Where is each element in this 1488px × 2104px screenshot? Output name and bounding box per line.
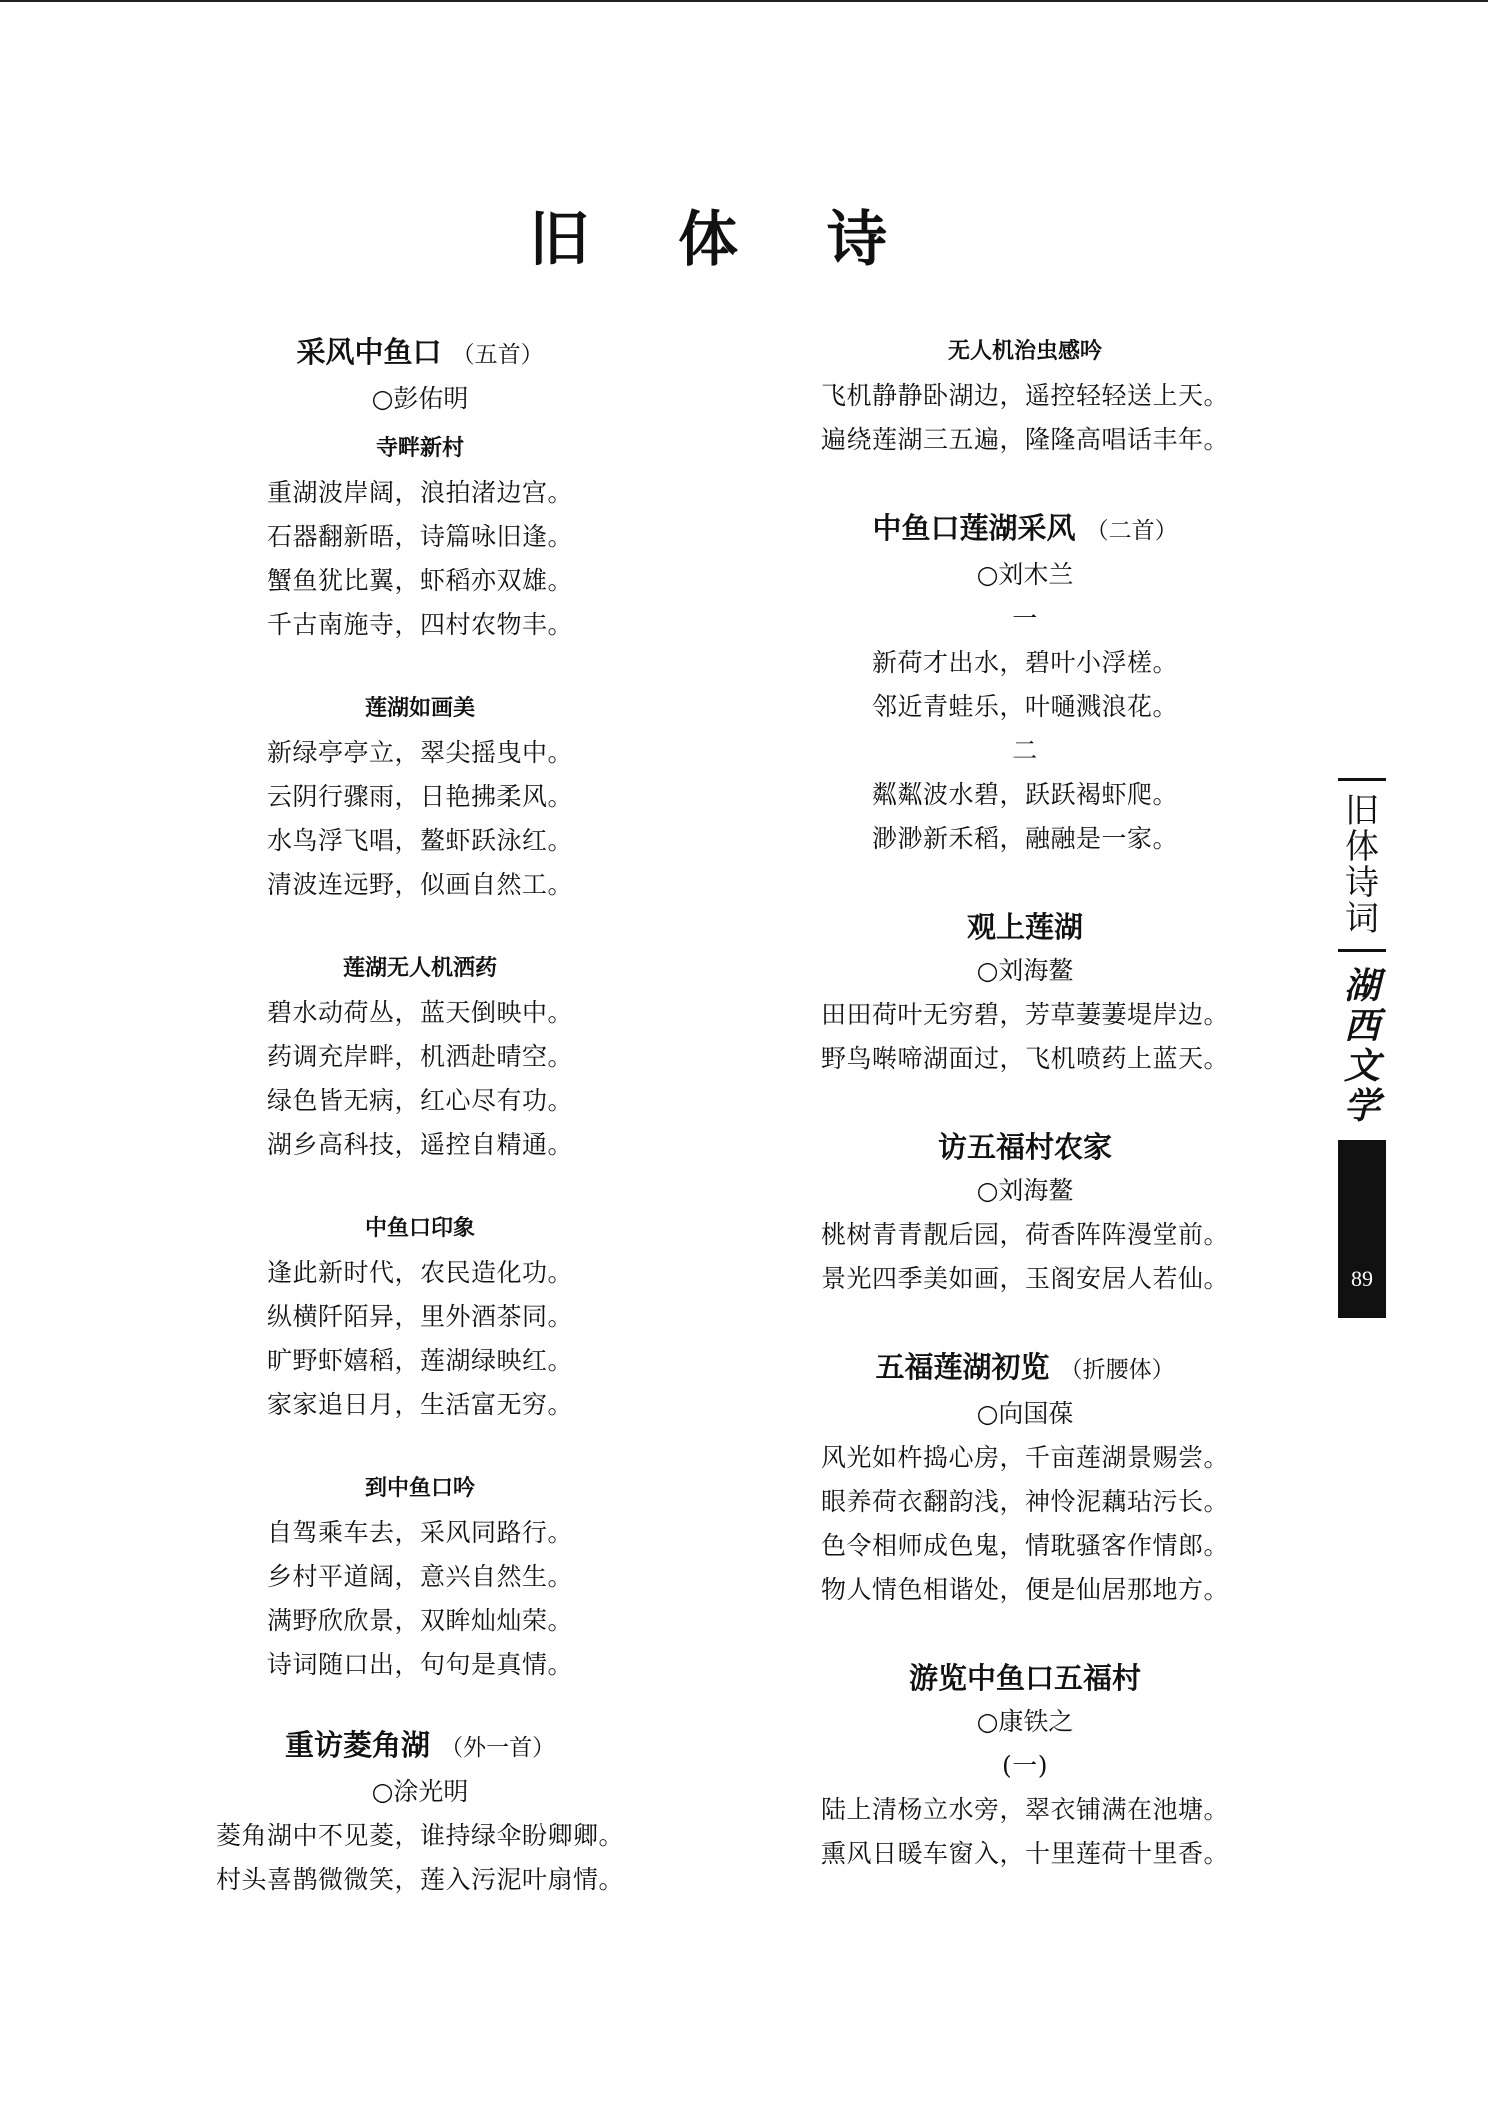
- poem-title-text: 五福莲湖初览: [875, 1350, 1050, 1384]
- poem-line: 村头喜鹊微微笑，莲入污泥叶扇情。: [215, 1865, 624, 1894]
- poem-drone-pest-control: [780, 330, 1270, 462]
- poem-title-note: （五首）: [451, 342, 544, 368]
- poem-line: 粼粼波水碧，跃跃褐虾爬。: [871, 780, 1178, 809]
- section-title: 中鱼口印象: [364, 1216, 475, 1241]
- poem-line: 清波连远野，似画自然工。: [266, 870, 573, 899]
- page-number: 89: [1351, 1266, 1373, 1291]
- poem-title-text: 重访菱角湖: [284, 1728, 430, 1762]
- poem-line: 重湖波岸阔，浪拍渚边宫。: [266, 478, 573, 507]
- poem-author: ○康铁之: [976, 1707, 1074, 1736]
- poem-title: [780, 1345, 1270, 1392]
- page-title: 旧 体 诗: [529, 205, 921, 275]
- poem-view-upper-lotus-lake: [780, 905, 1270, 1081]
- section-title: 莲湖如画美: [364, 696, 475, 721]
- poem-line: 纵横阡陌异，里外酒茶同。: [266, 1302, 573, 1331]
- poem-line: 药调充岸畔，机洒赴晴空。: [266, 1042, 573, 1071]
- right-column: [780, 330, 1270, 1876]
- poem-title-text: 中鱼口莲湖采风: [872, 511, 1076, 545]
- poem-author: ○刘木兰: [976, 560, 1074, 589]
- poem-line: 诗词随口出，句句是真情。: [266, 1650, 573, 1679]
- poem-title-note: （二首）: [1085, 518, 1178, 544]
- poem-line: 景光四季美如画，玉阁安居人若仙。: [820, 1264, 1229, 1293]
- poem-line: 熏风日暖车窗入，十里莲荷十里香。: [820, 1839, 1229, 1868]
- poem-title-text: 采风中鱼口: [296, 335, 442, 369]
- poem-caifeng-zhongyukou: [170, 330, 670, 1687]
- section-title: 莲湖无人机洒药: [342, 956, 497, 981]
- poem-title: [170, 330, 670, 377]
- poem-title: 观上莲湖: [966, 910, 1083, 944]
- poem-title-note: （折腰体）: [1059, 1357, 1175, 1383]
- poem-title: 访五福村农家: [937, 1130, 1112, 1164]
- poem-wufu-lotus-lake-first-view: [780, 1345, 1270, 1612]
- poem-line: 满野欣欣景，双眸灿灿荣。: [266, 1606, 573, 1635]
- poem-line: 风光如杵捣心房，千亩莲湖景赐尝。: [820, 1443, 1229, 1472]
- sidebar-rule: [1338, 778, 1386, 781]
- poem-line: 邻近青蛙乐，叶嗵溅浪花。: [871, 692, 1178, 721]
- poem-line: 菱角湖中不见菱，谁持绿伞盼卿卿。: [215, 1821, 624, 1850]
- section-sidebar: [1338, 778, 1386, 1318]
- poem-line: 陆上清杨立水旁，翠衣铺满在池塘。: [820, 1795, 1229, 1824]
- poem-line: 水鸟浮飞唱，鳌虾跃泳红。: [266, 826, 573, 855]
- part-number: 一: [1012, 604, 1038, 633]
- poem-line: 蟹鱼犹比翼，虾稻亦双雄。: [266, 566, 573, 595]
- poem-line: 湖乡高科技，遥控自精通。: [266, 1130, 573, 1159]
- poem-line: 物人情色相谐处，便是仙居那地方。: [820, 1575, 1229, 1604]
- poem-line: 绿色皆无病，红心尽有功。: [266, 1086, 573, 1115]
- poem-line: 云阴行骤雨，日艳拂柔风。: [266, 782, 573, 811]
- poem-line: 新绿亭亭立，翠尖摇曳中。: [266, 738, 573, 767]
- part-number: (一): [1001, 1751, 1048, 1780]
- sidebar-rule: [1338, 949, 1386, 952]
- poem-line: 飞机静静卧湖边，遥控轻轻送上天。: [820, 381, 1229, 410]
- top-border-rule: [0, 0, 1488, 2]
- poem-author: ○彭佑明: [371, 384, 469, 413]
- poem-line: 旷野虾嬉稻，莲湖绿映红。: [266, 1346, 573, 1375]
- page-number-block: [1338, 1140, 1386, 1318]
- poem-line: 逢此新时代，农民造化功。: [266, 1258, 573, 1287]
- sidebar-section-name: 旧体诗词: [1345, 791, 1379, 939]
- left-column: [170, 330, 670, 1902]
- poem-line: 渺渺新禾稻，融融是一家。: [871, 824, 1178, 853]
- poem-line: 家家追日月，生活富无穷。: [266, 1390, 573, 1419]
- poem-visit-wufu-village: [780, 1125, 1270, 1301]
- poem-revisit-lingjiao-lake: [170, 1723, 670, 1902]
- poem-line: 遍绕莲湖三五遍，隆隆高唱话丰年。: [820, 425, 1229, 454]
- poem-line: 新荷才出水，碧叶小浮槎。: [871, 648, 1178, 677]
- poem-line: 石器翻新晤，诗篇咏旧逢。: [266, 522, 573, 551]
- poem-line: 田田荷叶无穷碧，芳草萋萋堤岸边。: [820, 1000, 1229, 1029]
- poem-line: 野鸟啭啼湖面过，飞机喷药上蓝天。: [820, 1044, 1229, 1073]
- poem-line: 色令相师成色鬼，情耽骚客作情郎。: [820, 1531, 1229, 1560]
- section-title: 寺畔新村: [375, 436, 464, 461]
- poem-line: 眼养荷衣翻韵浅，神怜泥藕玷污长。: [820, 1487, 1229, 1516]
- poem-title: 游览中鱼口五福村: [908, 1661, 1141, 1695]
- poem-title-note: （外一首）: [440, 1735, 556, 1761]
- poem-lotus-lake-caifeng: [780, 506, 1270, 861]
- part-number: 二: [1012, 736, 1038, 765]
- section-title: 到中鱼口吟: [364, 1476, 475, 1501]
- poem-title: [780, 506, 1270, 553]
- poem-line: 乡村平道阔，意兴自然生。: [266, 1562, 573, 1591]
- poem-author: ○涂光明: [371, 1777, 469, 1806]
- poem-author: ○向国葆: [976, 1399, 1074, 1428]
- poem-author: ○刘海鳌: [976, 1176, 1074, 1205]
- section-title: 无人机治虫感吟: [947, 339, 1102, 364]
- poem-line: 自驾乘车去，采风同路行。: [266, 1518, 573, 1547]
- poem-tour-wufu-village: [780, 1656, 1270, 1876]
- poem-title: [170, 1723, 670, 1770]
- poem-line: 桃树青青靓后园，荷香阵阵漫堂前。: [820, 1220, 1229, 1249]
- poem-line: 千古南施寺，四村农物丰。: [266, 610, 573, 639]
- journal-name: 湖西文学: [1343, 965, 1380, 1127]
- poem-line: 碧水动荷丛，蓝天倒映中。: [266, 998, 573, 1027]
- poem-author: ○刘海鳌: [976, 956, 1074, 985]
